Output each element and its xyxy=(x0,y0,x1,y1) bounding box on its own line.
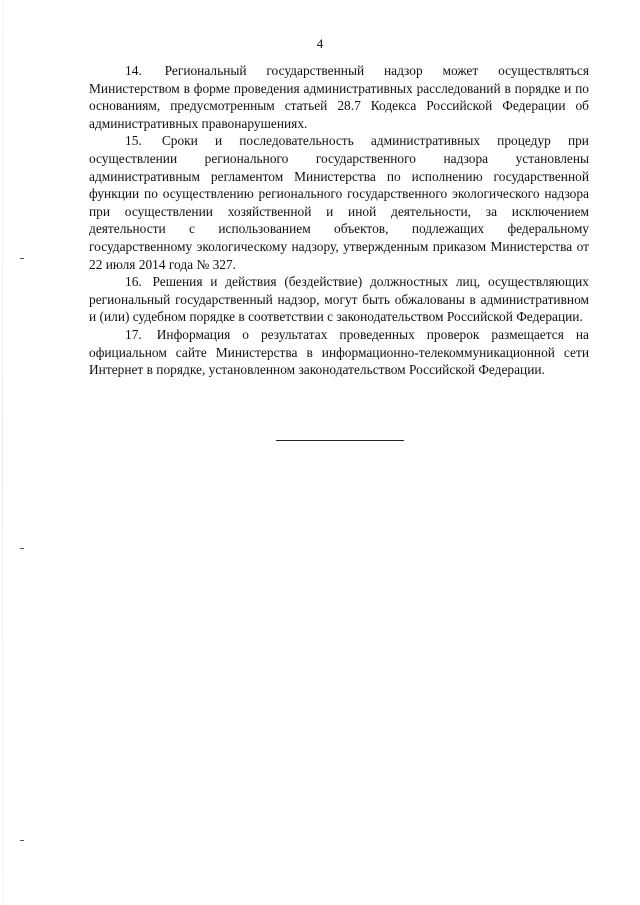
paragraph-15 xyxy=(89,132,589,273)
scan-mark xyxy=(20,840,24,841)
paragraph-text: Региональный государственный надзор может осуществляться Министерством в форме проведения административных расследований в порядке и по основаниям, предусмотренным статьей 28.7 Кодекса Российской Федерации об административных правонарушениях. xyxy=(89,63,589,131)
paragraph-number: 16. xyxy=(125,274,142,290)
paragraph-number: 17. xyxy=(125,326,142,342)
paragraph-14 xyxy=(89,62,589,132)
paragraph-number: 14. xyxy=(125,63,142,78)
document-body xyxy=(89,62,589,379)
paragraph-text: Решения и действия (бездействие) должностных лиц, осуществляющих региональный государственный надзор, могут быть обжалованы в административном и (или) судебном порядке в соответствии с законодательством Российской Федерации. xyxy=(89,274,589,325)
end-divider-line xyxy=(276,440,404,441)
paragraph-text: Информация о результатах проведенных проверок размещается на официальном сайте Министерства в информационно-телекоммуникационной сети Интернет в порядке, установленном законодательством Российской Федерации. xyxy=(89,326,589,378)
paragraph-number: 15. xyxy=(125,133,142,149)
page-number: 4 xyxy=(316,36,324,51)
scan-mark xyxy=(20,548,24,549)
paragraph-text: Сроки и последовательность административных процедур при осуществлении регионального государственного надзора установлены административным регламентом Министерства по исполнению государственной функции по осуществлению регионального государственного экологического надзора при осуществлении хозяйственной и иной деятельности, за исключением деятельности с использованием объектов, подлежащих федеральному государственному экологическому надзору, утвержденным приказом Министерства от 22 июля 2014 года № 327. xyxy=(89,133,589,272)
paragraph-17 xyxy=(89,326,589,379)
scan-edge xyxy=(2,0,3,905)
paragraph-16 xyxy=(89,273,589,326)
scan-mark xyxy=(20,258,24,259)
